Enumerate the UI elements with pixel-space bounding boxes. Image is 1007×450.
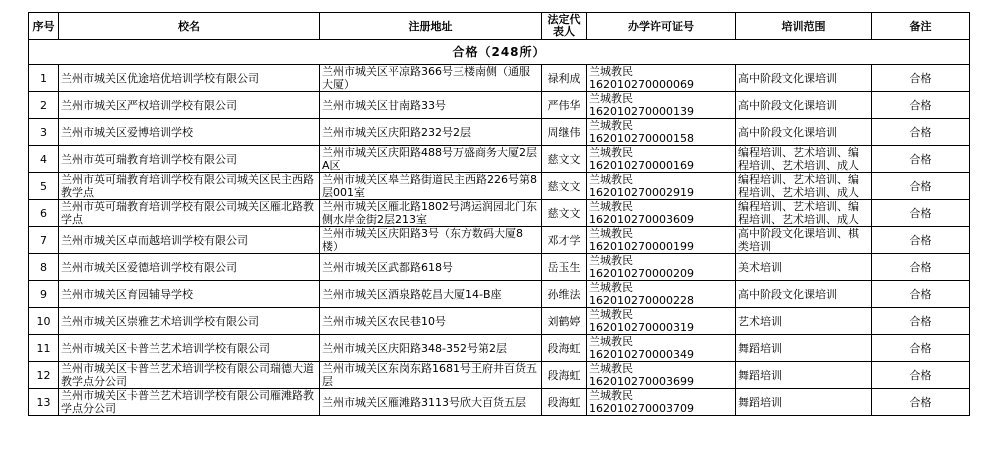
cell-note [872,254,970,281]
cell-scope-text: 编程培训、艺术培训、编程培训、艺术培训、成人 [738,173,859,199]
cell-scope [736,281,872,308]
cell-scope [736,362,872,389]
cell-note [872,281,970,308]
table-row [29,227,970,254]
cell-scope-text: 舞蹈培训 [738,395,782,409]
cell-license [587,362,736,389]
cell-legal-rep-text: 严伟华 [547,98,581,112]
table-row [29,362,970,389]
cell-no [29,173,59,200]
cell-school-name [59,200,320,227]
cell-legal-rep-text: 段海虹 [547,341,581,355]
cell-no [29,227,59,254]
header-school-name: 校名 [59,13,320,40]
cell-no [29,389,59,416]
cell-school-name-text: 兰州市英可瑞教育培训学校有限公司 [61,152,237,166]
cell-legal-rep [542,65,587,92]
table-row [29,173,970,200]
cell-no-text: 2 [40,98,47,112]
cell-school-name [59,119,320,146]
cell-license-text: 兰城教民162010270003699 [589,362,694,388]
cell-note-text: 合格 [909,152,932,166]
cell-license [587,119,736,146]
cell-scope-text: 高中阶段文化课培训 [738,125,837,139]
cell-school-name [59,308,320,335]
cell-no-text: 8 [40,260,47,274]
header-license: 办学许可证号 [587,13,736,40]
cell-note-text: 合格 [909,287,932,301]
cell-license [587,173,736,200]
table-row [29,308,970,335]
cell-school-name [59,362,320,389]
cell-scope [736,200,872,227]
cell-legal-rep [542,146,587,173]
cell-license [587,335,736,362]
cell-address-text: 兰州市城关区甘南路33号 [322,98,446,112]
header-note: 备注 [872,13,970,40]
cell-license-text: 兰城教民162010270000349 [589,335,694,361]
cell-scope-text: 舞蹈培训 [738,341,782,355]
table-row [29,92,970,119]
cell-school-name [59,92,320,119]
cell-address-text: 兰州市城关区农民巷10号 [322,314,446,328]
cell-no-text: 3 [40,125,47,139]
cell-legal-rep [542,335,587,362]
cell-address-text: 兰州市城关区皋兰路街道民主西路226号第8层001室 [322,173,537,199]
cell-scope-text: 高中阶段文化课培训、棋类培训 [738,227,859,253]
table-row [29,281,970,308]
cell-no [29,308,59,335]
cell-scope-text: 高中阶段文化课培训 [738,98,837,112]
cell-scope-text: 编程培训、艺术培训、编程培训、艺术培训、成人 [738,200,859,226]
cell-school-name-text: 兰州市城关区育园辅导学校 [61,287,193,301]
cell-no-text: 7 [40,233,47,247]
cell-note-text: 合格 [909,314,932,328]
cell-school-name [59,335,320,362]
cell-scope [736,146,872,173]
cell-legal-rep [542,362,587,389]
cell-school-name-text: 兰州市城关区卓而越培训学校有限公司 [61,233,248,247]
cell-school-name-text: 兰州市英可瑞教育培训学校有限公司城关区雁北路教学点 [61,200,314,226]
cell-no [29,281,59,308]
cell-scope-text: 舞蹈培训 [738,368,782,382]
cell-legal-rep [542,308,587,335]
cell-note-text: 合格 [909,395,932,409]
cell-school-name-text: 兰州市城关区崇雅艺术培训学校有限公司 [61,314,259,328]
cell-no [29,92,59,119]
cell-scope-text: 艺术培训 [738,314,782,328]
cell-note [872,65,970,92]
cell-address-text: 兰州市城关区东岗东路1681号王府井百货五层 [322,362,537,388]
cell-scope-text: 高中阶段文化课培训 [738,287,837,301]
cell-scope [736,173,872,200]
school-list-table [28,12,970,416]
cell-scope-text: 高中阶段文化课培训 [738,71,837,85]
cell-scope [736,308,872,335]
cell-license-text: 兰城教民162010270000199 [589,227,694,253]
cell-note-text: 合格 [909,98,932,112]
section-row [29,40,970,65]
cell-no [29,146,59,173]
cell-license-text: 兰城教民162010270000209 [589,254,694,280]
header-row [29,13,970,40]
cell-note [872,335,970,362]
cell-note [872,146,970,173]
cell-address [320,65,542,92]
cell-address [320,362,542,389]
cell-legal-rep-text: 周继伟 [547,125,581,139]
cell-license [587,254,736,281]
cell-school-name-text: 兰州市城关区卡普兰艺术培训学校有限公司瑞德大道教学点分公司 [61,362,314,388]
cell-school-name-text: 兰州市城关区卡普兰艺术培训学校有限公司 [61,341,270,355]
table-row [29,119,970,146]
cell-license [587,389,736,416]
cell-address [320,281,542,308]
cell-address-text: 兰州市城关区庆阳路348-352号第2层 [322,341,507,355]
cell-address-text: 兰州市城关区庆阳路232号2层 [322,125,471,139]
cell-school-name [59,65,320,92]
cell-no [29,362,59,389]
cell-note-text: 合格 [909,368,932,382]
cell-license-text: 兰城教民162010270003709 [589,389,694,415]
cell-legal-rep [542,227,587,254]
cell-no [29,254,59,281]
cell-legal-rep [542,119,587,146]
cell-license-text: 兰城教民162010270000139 [589,92,694,118]
cell-scope-text: 编程培训、艺术培训、编程培训、艺术培训、成人 [738,146,859,172]
cell-legal-rep [542,254,587,281]
cell-legal-rep [542,200,587,227]
cell-legal-rep-text: 孙维法 [547,287,581,301]
cell-no-text: 4 [40,152,47,166]
cell-license-text: 兰城教民162010270000319 [589,308,694,334]
cell-legal-rep-text: 刘鹤婷 [547,314,581,328]
cell-address [320,308,542,335]
cell-school-name [59,146,320,173]
cell-school-name [59,254,320,281]
cell-address [320,173,542,200]
cell-address-text: 兰州市城关区平凉路366号三楼南侧（通服大厦） [322,65,530,91]
cell-school-name-text: 兰州市城关区严权培训学校有限公司 [61,98,237,112]
cell-address-text: 兰州市城关区庆阳路3号（东方数码大厦8楼） [322,227,523,253]
cell-school-name [59,227,320,254]
cell-license-text: 兰城教民162010270000069 [589,65,694,91]
cell-note-text: 合格 [909,71,932,85]
cell-note [872,92,970,119]
table-row [29,389,970,416]
cell-no-text: 12 [36,368,51,382]
cell-license [587,146,736,173]
cell-school-name-text: 兰州市城关区爱博培训学校 [61,125,193,139]
cell-no-text: 10 [36,314,51,328]
cell-no-text: 6 [40,206,47,220]
cell-address-text: 兰州市城关区武都路618号 [322,260,453,274]
cell-scope [736,65,872,92]
cell-license-text: 兰城教民162010270003609 [589,200,694,226]
cell-license [587,200,736,227]
cell-school-name-text: 兰州市城关区优途培优培训学校有限公司 [61,71,259,85]
cell-legal-rep-text: 慈文文 [547,179,581,193]
cell-address-text: 兰州市城关区雁北路1802号鸿运润园北门东侧水岸金街2层213室 [322,200,537,226]
cell-school-name [59,281,320,308]
cell-legal-rep-text: 岳玉生 [547,260,581,274]
cell-legal-rep [542,173,587,200]
cell-no-text: 1 [40,71,47,85]
cell-note [872,173,970,200]
cell-legal-rep-text: 慈文文 [547,152,581,166]
cell-address [320,335,542,362]
table-row [29,65,970,92]
cell-legal-rep-text: 邓才学 [547,233,581,247]
cell-no-text: 13 [36,395,51,409]
cell-scope [736,119,872,146]
cell-license-text: 兰城教民162010270002919 [589,173,694,199]
cell-note [872,200,970,227]
cell-note [872,227,970,254]
cell-no [29,200,59,227]
cell-scope [736,227,872,254]
cell-school-name-text: 兰州市英可瑞教育培训学校有限公司城关区民主西路教学点 [61,173,314,199]
cell-no [29,65,59,92]
cell-license [587,92,736,119]
cell-note-text: 合格 [909,233,932,247]
cell-note [872,308,970,335]
cell-note-text: 合格 [909,179,932,193]
section-label: 合格（248所） [29,40,970,65]
cell-address [320,200,542,227]
cell-no-text: 9 [40,287,47,301]
cell-no [29,119,59,146]
cell-address-text: 兰州市城关区庆阳路488号万盛商务大厦2层A区 [322,146,537,172]
cell-note-text: 合格 [909,206,932,220]
cell-license-text: 兰城教民162010270000158 [589,119,694,145]
cell-address [320,227,542,254]
cell-address [320,92,542,119]
cell-no-text: 5 [40,179,47,193]
cell-school-name [59,389,320,416]
cell-address [320,254,542,281]
cell-legal-rep-text: 慈文文 [547,206,581,220]
cell-no [29,335,59,362]
cell-legal-rep [542,389,587,416]
header-legal-rep: 法定代表人 [542,13,587,40]
cell-note-text: 合格 [909,125,932,139]
cell-legal-rep-text: 段海虹 [547,368,581,382]
header-no: 序号 [29,13,59,40]
cell-license-text: 兰城教民162010270000228 [589,281,694,307]
cell-address [320,389,542,416]
cell-scope [736,92,872,119]
table-row [29,200,970,227]
cell-address-text: 兰州市城关区酒泉路乾昌大厦14-B座 [322,287,502,301]
cell-school-name [59,173,320,200]
cell-note [872,389,970,416]
cell-note-text: 合格 [909,341,932,355]
table-row [29,254,970,281]
table-row [29,335,970,362]
cell-no-text: 11 [36,341,51,355]
cell-address-text: 兰州市城关区雁滩路3113号欣大百货五层 [322,395,526,409]
cell-school-name-text: 兰州市城关区爱德培训学校有限公司 [61,260,237,274]
cell-license [587,65,736,92]
cell-scope [736,335,872,362]
cell-legal-rep [542,281,587,308]
cell-scope [736,254,872,281]
cell-license [587,281,736,308]
cell-address [320,146,542,173]
header-address: 注册地址 [320,13,542,40]
cell-address [320,119,542,146]
cell-license-text: 兰城教民162010270000169 [589,146,694,172]
cell-scope-text: 美术培训 [738,260,782,274]
cell-note [872,119,970,146]
cell-legal-rep-text: 段海虹 [547,395,581,409]
table-row [29,146,970,173]
cell-note-text: 合格 [909,260,932,274]
cell-legal-rep-text: 禄利成 [547,71,581,85]
cell-license [587,227,736,254]
cell-note [872,362,970,389]
cell-legal-rep [542,92,587,119]
header-scope: 培训范围 [736,13,872,40]
cell-scope [736,389,872,416]
cell-license [587,308,736,335]
cell-school-name-text: 兰州市城关区卡普兰艺术培训学校有限公司雁滩路教学点分公司 [61,389,314,415]
